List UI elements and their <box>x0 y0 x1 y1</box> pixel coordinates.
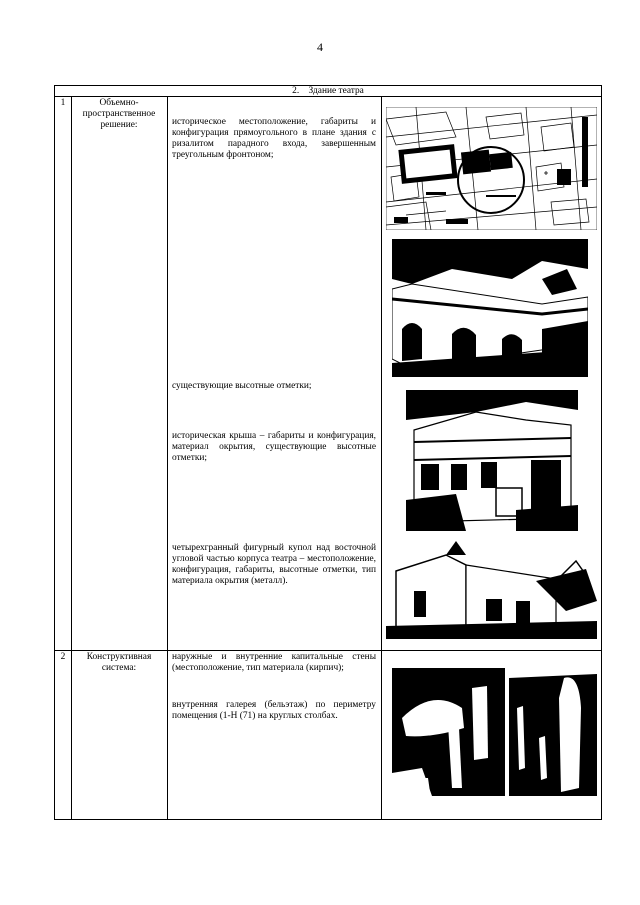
list-item: историческая крыша – габариты и конфигурация, материал окрытия, существующие высотные отметки; <box>172 431 376 463</box>
facade-photo-image <box>392 239 588 377</box>
list-item: существующие высотные отметки; <box>172 381 312 391</box>
table-rule-bottom <box>54 819 602 820</box>
row-number: 1 <box>60 98 66 108</box>
row-number: 2 <box>60 652 66 662</box>
table-rule-col3 <box>381 96 382 820</box>
page-number: 4 <box>317 40 323 54</box>
row-name: Конструктивная система: <box>86 652 152 673</box>
list-item: внутренняя галерея (бельэтаж) по периметру помещения (1-Н (71) на круглых столбах. <box>172 700 376 721</box>
dome-photo-image <box>386 541 597 639</box>
table-rule-col1 <box>71 96 72 820</box>
list-item: наружные и внутренние капитальные стены (местоположение, тип материала (кирпич); <box>172 652 376 673</box>
table-rule-col2 <box>167 96 168 820</box>
list-item: четырехгранный фигурный купол над восточной угловой частью корпуса театра – местоположение, конфигурация, габариты, высотные отметки, тип материала окрытия (металл). <box>172 543 376 586</box>
interior-photo-left-image <box>392 668 505 796</box>
row-name: Объемно-пространственное решение: <box>82 98 156 130</box>
heritage-table <box>54 85 602 820</box>
roof-photo-image <box>406 390 578 531</box>
table-rule-row-divider <box>54 650 602 651</box>
site-plan-map-image <box>386 107 597 230</box>
interior-photo-right-image <box>509 668 597 796</box>
list-item: историческое местоположение, габариты и конфигурация прямоугольного в плане здания с ризалитом парадного входа, завершенным треугольным фронтоном; <box>172 117 376 160</box>
table-rule-right <box>601 85 602 820</box>
table-rule-left <box>54 85 55 820</box>
section-title: 2. Здание театра <box>292 86 364 96</box>
